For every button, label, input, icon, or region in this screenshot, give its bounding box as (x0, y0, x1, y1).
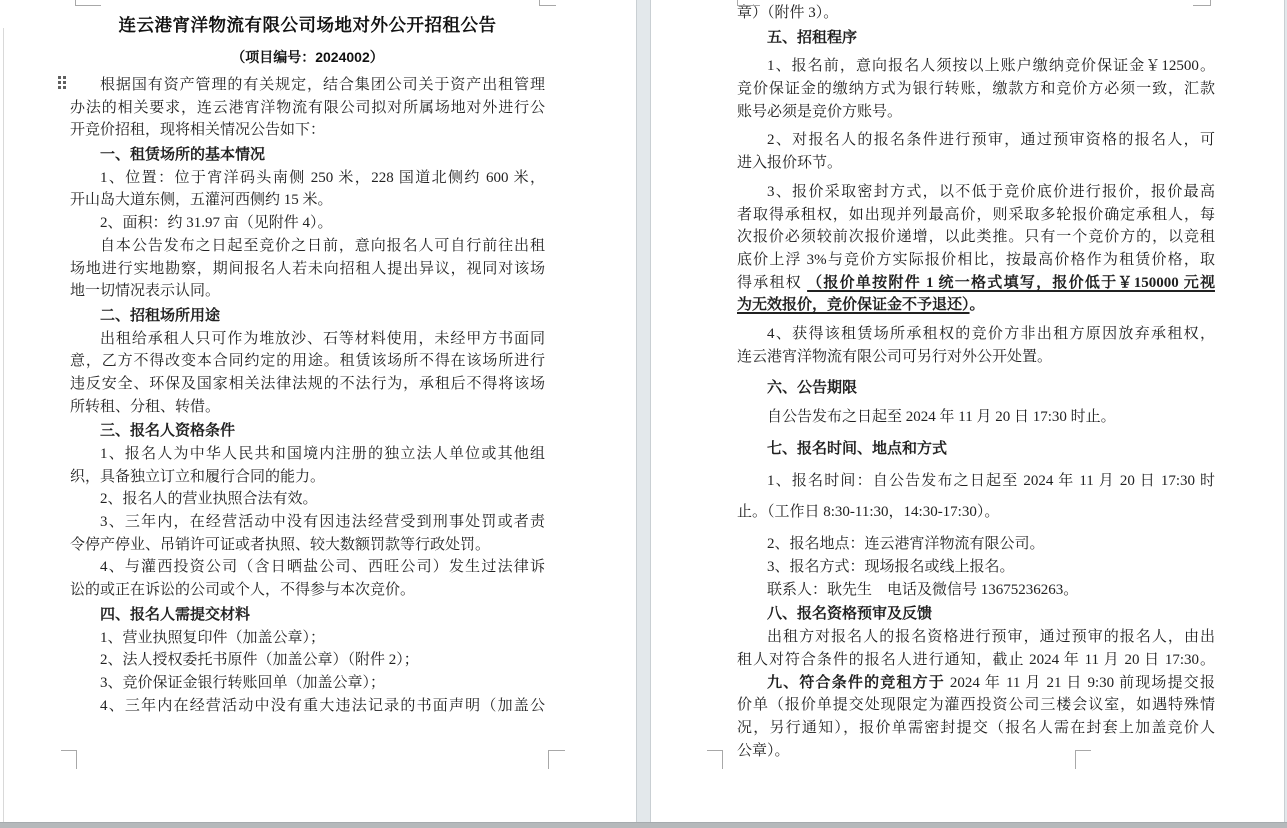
text-run: 二、招租场所用途 (100, 306, 221, 324)
text-run: 出租给承租人只可作为堆放沙、石等材料使用，未经甲方书面同 (100, 330, 545, 347)
text-run: 1、营业执照复印件（加盖公章）； (100, 629, 326, 646)
page-2-text (737, 2, 1215, 762)
text-boundary-mark (737, 0, 760, 6)
text-run: 一、租赁场所的基本情况 (100, 146, 266, 164)
text-boundary-mark (548, 750, 565, 769)
text-line (737, 672, 1215, 695)
text-line (737, 626, 1215, 649)
text-run: 2、报名人的营业执照合法有效。 (100, 491, 318, 508)
text-line (737, 717, 1215, 740)
text-line (737, 101, 1215, 124)
text-run: 四、报名人需提交材料 (100, 605, 251, 623)
text-line (737, 466, 1215, 497)
text-line (70, 534, 545, 557)
text-line (737, 152, 1215, 175)
text-run: 开竞价招租，现将相关情况公告如下： (70, 122, 326, 139)
text-run: 租人对符合条件的报名人进行通知，截止 2024 年 11 月 20 日 17:30。 (737, 651, 1215, 668)
text-line (737, 204, 1215, 227)
page-divider (636, 0, 651, 822)
text-run: 联系人：耿先生 电话及微信号 13675236263。 (767, 581, 1079, 598)
text-run: 2、面积：约 31.97 亩（见附件 4）。 (100, 215, 333, 232)
page-2 (651, 0, 1284, 822)
text-run: 。 (969, 297, 985, 314)
text-line (70, 488, 545, 511)
text-boundary-mark (539, 0, 556, 6)
text-run: 令停产停业、吊销许可证或者执照、较大数额罚款等行政处罚。 (70, 536, 491, 553)
text-line (737, 323, 1215, 346)
text-run: 价单（报价单提交处现限定为灌西投资公司三楼会议室，如遇特殊情 (737, 697, 1215, 714)
text-boundary-mark (61, 750, 77, 769)
text-line (70, 556, 545, 579)
section-heading (737, 377, 1215, 400)
text-run: 三、报名人资格条件 (100, 422, 236, 440)
text-run: 织，具备独立订立和履行合同的能力。 (70, 468, 326, 485)
drag-dot (58, 76, 61, 79)
page-1 (0, 0, 636, 822)
text-line (70, 695, 545, 718)
drag-dot (63, 86, 66, 89)
text-run: 公章）。 (737, 742, 790, 759)
text-run: 章）（附件 3）。 (737, 5, 839, 21)
text-run: 得承租权 (737, 274, 808, 291)
text-run: 违反安全、环保及国家相关法律法规的不法行为，承租后不得将该场 (70, 375, 545, 392)
text-line (70, 649, 545, 672)
text-line (70, 627, 545, 650)
text-run: 九、符合条件的竞租方于 (767, 674, 945, 691)
text-line (737, 55, 1215, 78)
text-run: 1、报名人为中华人民共和国境内注册的独立法人单位或其他组 (100, 446, 545, 462)
text-line (737, 129, 1215, 152)
text-line (737, 181, 1215, 204)
section-heading (737, 27, 1215, 50)
section-heading (70, 604, 545, 627)
text-run: 连云港宵洋物流有限公司可另行对外公开处置。 (737, 348, 1053, 365)
text-run: 2、报名地点：连云港宵洋物流有限公司。 (767, 536, 1045, 553)
text-run: 地一切情况表示认同。 (70, 283, 221, 300)
text-line (737, 579, 1215, 602)
project-number (70, 47, 545, 67)
text-run: （报价单按附件 1 统一格式填写，报价低于￥150000 元视 (807, 274, 1215, 291)
text-line (737, 649, 1215, 672)
text-run: 3、三年内，在经营活动中没有因违法经营受到刑事处罚或者责 (100, 514, 545, 531)
text-line (70, 466, 545, 489)
text-boundary-mark (1193, 0, 1211, 6)
text-run: 底价上浮 3%与竞价方实际报价相比，按最高价格作为租赁价格，取 (737, 251, 1215, 268)
text-run: 3、报名方式：现场报名或线上报名。 (767, 559, 1015, 576)
page-left-edge (3, 28, 4, 822)
text-line (70, 189, 545, 212)
text-run: 出租方对报名人的报名资格进行预审，通过预审的报名人，由出 (767, 629, 1215, 646)
text-run: 为无效报价，竞价保证金不予退还） (737, 297, 970, 314)
text-line (70, 328, 545, 351)
text-line (737, 346, 1215, 369)
text-line (70, 350, 545, 373)
document-title (70, 12, 545, 39)
text-run: 进入报价环节。 (737, 155, 843, 172)
text-line (737, 78, 1215, 101)
section-heading (737, 438, 1215, 461)
text-boundary-mark (75, 0, 101, 6)
text-line (737, 226, 1215, 249)
text-run: 所转租、分租、转借。 (70, 398, 221, 415)
text-line (70, 396, 545, 419)
text-line (70, 167, 545, 190)
text-run: 连云港宵洋物流有限公司场地对外公开招租公告 (118, 15, 497, 35)
text-run: 1、报名时间：自公告发布之日起至 2024 年 11 月 20 日 17:30 时 (767, 473, 1215, 490)
text-run: 场地进行实地勘察，期间报名人若未向招租人提出异议，视同对该场 (70, 260, 545, 277)
text-line (70, 97, 545, 120)
drag-dot (58, 86, 61, 89)
text-line (70, 373, 545, 396)
text-line (737, 497, 1215, 528)
text-run: 六、公告期限 (767, 379, 858, 397)
text-line (737, 740, 1215, 763)
page-1-text (70, 0, 545, 717)
text-run: 意，乙方不得改变本合同约定的用途。租赁该场所不得在该场所进行 (70, 353, 545, 370)
text-line (70, 280, 545, 303)
section-heading (70, 420, 545, 443)
text-run: 八、报名资格预审及反馈 (767, 605, 933, 623)
text-run: 开山岛大道东侧，五灌河西侧约 15 米。 (70, 192, 333, 209)
text-run: 账号必须是竞价方账号。 (737, 103, 903, 120)
text-run: 2、对报名人的报名条件进行预审，通过预审资格的报名人，可 (767, 132, 1215, 149)
text-run: 止。（工作日 8:30-11:30，14:30-17:30）。 (737, 503, 1000, 520)
text-line (70, 74, 545, 97)
text-run: 自本公告发布之日起至竞价之日前，意向报名人可自行前往出租 (100, 237, 545, 254)
text-run: 者取得承租权，如出现并列最高价，则采取多轮报价确定承租人，每 (737, 206, 1215, 223)
text-run: 自公告发布之日起至 2024 年 11 月 20 日 17:30 时止。 (767, 409, 1116, 425)
text-run: 1、报名前，意向报名人须按以上账户缴纳竞价保证金￥12500。 (767, 58, 1215, 75)
drag-dot (63, 81, 66, 84)
text-line (737, 2, 1215, 25)
text-line (70, 235, 545, 258)
text-run: 办法的相关要求，连云港宵洋物流有限公司拟对所属场地对外进行公 (70, 99, 545, 116)
text-line (70, 212, 545, 235)
text-run: 2、法人授权委托书原件（加盖公章）（附件 2）； (100, 652, 419, 669)
section-heading (737, 603, 1215, 626)
text-run: 竞价保证金的缴纳方式为银行转账，缴款方和竞价方必须一致，汇款 (737, 81, 1215, 98)
text-run: 次报价必须较前次报价递增，以此类推。只有一个竞价方的，以竞租 (737, 229, 1215, 246)
drag-handle-icon[interactable] (58, 76, 67, 91)
text-line (70, 443, 545, 466)
text-line (70, 258, 545, 281)
text-run: 4、三年内在经营活动中没有重大违法记录的书面声明（加盖公 (100, 697, 545, 714)
text-boundary-mark (707, 750, 723, 769)
text-run: 3、报价采取密封方式，以不低于竞价底价进行报价，报价最高 (767, 183, 1215, 200)
text-line (737, 249, 1215, 272)
section-heading (70, 305, 545, 328)
text-line (737, 533, 1215, 556)
text-run: 五、招租程序 (767, 28, 858, 46)
workspace-strip (0, 822, 1287, 828)
text-line (737, 406, 1215, 429)
text-run: 讼的或正在诉讼的公司或个人，不得参与本次竞价。 (70, 582, 416, 599)
text-line (70, 119, 545, 142)
text-boundary-mark (1075, 750, 1091, 769)
text-run: 根据国有资产管理的有关规定，结合集团公司关于资产出租管理 (100, 77, 545, 93)
section-heading (70, 144, 545, 167)
text-line (70, 579, 545, 602)
text-run: 4、与灌西投资公司（含日晒盐公司、西旺公司）发生过法律诉 (100, 559, 545, 576)
text-run: （项目编号：2024002） (231, 49, 384, 65)
text-run: 1、位置：位于宵洋码头南侧 250 米，228 国道北侧约 600 米， (100, 169, 545, 186)
text-run: 2024 年 11 月 21 日 9:30 前现场提交报 (944, 674, 1215, 691)
text-line (737, 556, 1215, 579)
text-line (737, 694, 1215, 717)
text-line (70, 511, 545, 534)
text-line (737, 272, 1215, 295)
text-run: 3、竞价保证金银行转账回单（加盖公章）； (100, 674, 386, 691)
drag-dot (63, 76, 66, 79)
text-run: 况，另行通知），报价单需密封提交（报名人需在封套上加盖竞价人 (737, 719, 1215, 736)
drag-dot (58, 81, 61, 84)
text-line (70, 672, 545, 695)
text-run: 4、获得该租赁场所承租权的竞价方非出租方原因放弃承租权， (767, 325, 1215, 342)
text-line (737, 294, 1215, 317)
text-run: 七、报名时间、地点和方式 (767, 439, 948, 457)
